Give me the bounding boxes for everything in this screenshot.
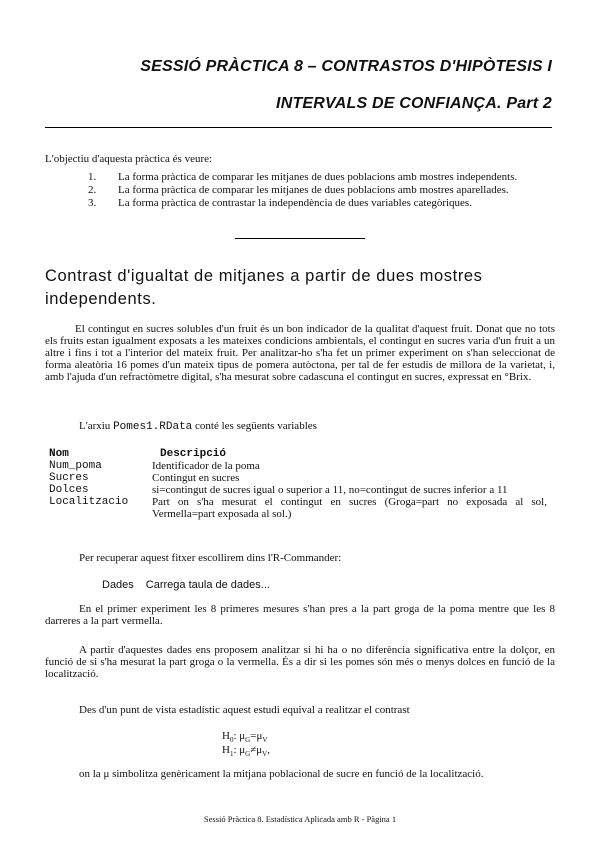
variable-description: si=contingut de sucres igual o superior a 11, no=contingut de sucres inferior a 11 [152, 484, 508, 496]
experiment-paragraph: En el primer experiment les 8 primeres mesures s'han pres a la part groga de la poma mentre que les 8 darreres a la part vermella. [45, 603, 555, 627]
intro-paragraph: El contingut en sucres solubles d'un fruit és un bon indicador de la qualitat d'aquest fruit. Donat que no tots els fruits estan igualment exposats a les mateixes condicions ambientals, el contingut en sucres varia d'un fruit a un altre i fins i tot a l'interior del mateix fruit. Per analitzar-ho s'ha fet un primer experiment on s'han seleccionat de forma aleatòria 16 pomes d'un mateix tipus de pomera autòctona, per tal de fer estudis de millora de la varietat, i, amb l'ajuda d'un refractòmetre digital, s'ha mesurat sobre cadascuna el contingut en sucres, expressat en °Brix. [45, 323, 555, 383]
variable-name: Sucres [49, 472, 89, 484]
column-header-desc: Descripció [160, 448, 227, 460]
h0-mu: : μ [233, 730, 246, 742]
variable-description: Identificador de la poma [152, 460, 260, 472]
h1-subscript: 1 [229, 750, 234, 759]
h0-subscript: 0 [229, 736, 234, 745]
menu-item-carrega: Carrega taula de dades... [145, 579, 270, 591]
menu-item-dades: Dades [102, 579, 134, 591]
list-item [88, 184, 553, 196]
variable-name: Localitzacio [49, 496, 129, 508]
page-footer: Sessió Pràctica 8. Estadística Aplicada amb R - Pàgina 1 [203, 814, 397, 824]
table-row [49, 484, 547, 496]
h1-comma: , [267, 744, 270, 756]
section-divider [235, 238, 365, 239]
table-row [49, 496, 547, 520]
variable-description: Contingut en sucres [152, 472, 240, 484]
list-item-number: 2. [88, 184, 97, 196]
h1-label: H [222, 744, 230, 756]
file-name: Pomes1.RData [113, 421, 193, 433]
objectives-list [88, 171, 553, 210]
list-item-text: La forma pràctica de contrastar la independència de dues variables categòriques. [118, 197, 472, 209]
list-item-number: 1. [88, 171, 97, 183]
header-divider [45, 127, 552, 128]
file-prefix: L'arxiu [79, 420, 114, 432]
column-header-name: Nom [49, 448, 69, 460]
h0-label: H [222, 730, 230, 742]
document-title-line1: SESSIÓ PRÀCTICA 8 – CONTRASTOS D'HIPÒTESIS I [140, 58, 552, 75]
recover-instruction: Per recuperar aquest fitxer escollirem dins l'R-Commander: [79, 552, 342, 564]
h1-g-subscript: G [245, 750, 251, 759]
variable-description: Part on s'ha mesurat el contingut en sucres (Groga=part no exposada al sol, Vermella=part exposada al sol.) [152, 496, 547, 520]
section-heading: Contrast d'igualtat de mitjanes a partir de dues mostres independents. [45, 267, 483, 308]
variable-name: Num_poma [49, 460, 102, 472]
alternative-hypothesis [222, 744, 270, 760]
list-item-text: La forma pràctica de comparar les mitjanes de dues poblacions amb mostres aparellades. [118, 184, 509, 196]
h0-relation: =μ [250, 730, 263, 742]
table-row [49, 472, 547, 484]
mu-explanation: on la μ simbolitza genèricament la mitjana poblacional de sucre en funció de la localització. [79, 768, 484, 780]
table-row [49, 460, 547, 472]
table-header-row [49, 448, 547, 460]
list-item [88, 171, 553, 183]
list-item-number: 3. [88, 197, 97, 209]
h0-v-subscript: V [262, 736, 268, 745]
menu-path [102, 579, 270, 591]
list-item [88, 197, 553, 209]
variables-table [49, 448, 547, 520]
file-suffix: conté les següents variables [192, 420, 317, 432]
h1-v-subscript: V [262, 750, 268, 759]
h1-mu: : μ [233, 744, 246, 756]
objective-text: L'objectiu d'aquesta pràctica és veure: [45, 153, 213, 165]
file-description [79, 420, 317, 433]
document-title-line2: INTERVALS DE CONFIANÇA. Part 2 [276, 95, 552, 112]
list-item-text: La forma pràctica de comparar les mitjanes de dues poblacions amb mostres independents. [118, 171, 518, 183]
h0-g-subscript: G [245, 736, 251, 745]
contrast-paragraph: Des d'un punt de vista estadístic aquest estudi equival a realitzar el contrast [79, 704, 410, 716]
h1-relation: ≠μ [250, 744, 263, 756]
analysis-paragraph: A partir d'aquestes dades ens proposem analitzar si hi ha o no diferència significativa entre la dolçor, en funció de si s'ha mesurat la part groga o la vermella. És a dir si les pomes són més o menys dolces en funció de la localització. [45, 644, 555, 680]
variable-name: Dolces [49, 484, 89, 496]
